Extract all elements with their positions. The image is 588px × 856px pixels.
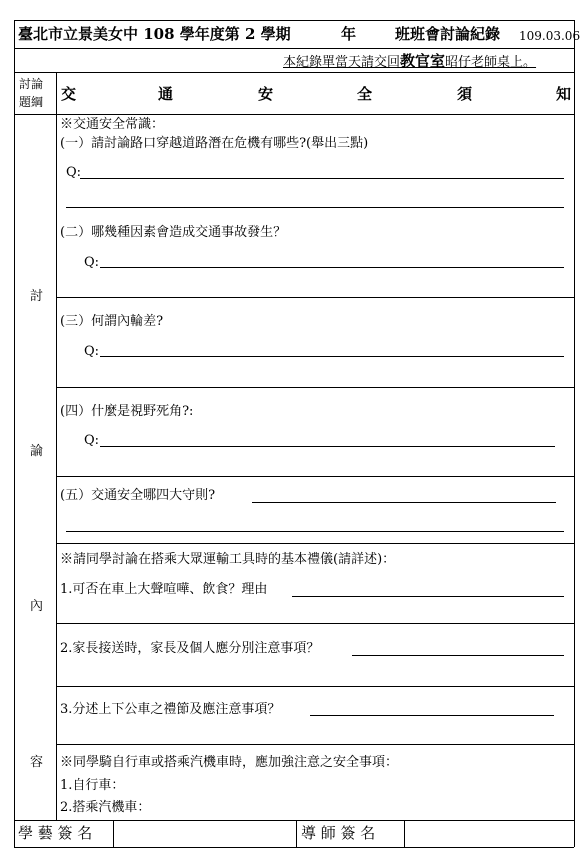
topic-char: 須 [457,85,473,103]
school-title: 臺北市立景美女中 108 學年度第 2 學期 [18,25,291,43]
topic-label-line1: 討論 [19,77,44,91]
record-title: 班班會討論紀錄 [395,25,501,43]
answer-line[interactable] [310,715,554,716]
answer-line[interactable] [352,655,564,656]
answer-line[interactable] [252,502,556,503]
answer-line[interactable] [66,207,564,208]
answer-line[interactable] [80,178,564,179]
etiquette-item-2: 2.家長接送時，家長及個人應分別注意事項？ [60,641,320,656]
question-1: (一）請討論路口穿越道路潛在危機有哪些?(舉出三點) [60,136,369,151]
answer-prefix: Q: [66,165,82,180]
year-label: 年 [341,25,357,43]
etiquette-title: ※請同學討論在搭乘大眾運輸工具時的基本禮儀(請詳述)： [60,552,396,567]
teacher-sign-label: 導 師 簽 名 [301,824,376,842]
record-date: 109.03.06 [519,29,581,43]
question-4: (四）什麼是視野死角?: [60,404,194,419]
answer-line[interactable] [100,267,564,268]
answer-prefix: Q: [84,344,100,359]
answer-line[interactable] [100,356,564,357]
notice-suffix: 昭仔老師桌上。 [445,55,537,70]
side-label-char: 容 [30,755,44,770]
bike-item-1: 1.自行車： [60,778,125,793]
side-label-char: 討 [30,289,44,304]
etiquette-item-1: 1.可否在車上大聲喧嘩、飲食？理由 [60,582,268,597]
question-5: (五）交通安全哪四大守則? [60,488,216,503]
topic-char: 交 [61,85,77,103]
answer-line[interactable] [100,446,555,447]
topic-char: 知 [556,85,572,103]
question-3: (三）何謂內輪差? [60,314,164,329]
topic-char: 安 [258,85,274,103]
answer-prefix: Q: [84,433,100,448]
answer-line[interactable] [66,531,564,532]
bike-title: ※同學騎自行車或搭乘汽機車時，應加強注意之安全事項： [60,755,399,770]
student-sign-field[interactable] [114,821,295,846]
answer-prefix: Q: [84,255,100,270]
question-2: (二）哪幾種因素會造成交通事故發生？ [60,225,287,240]
topic-char: 通 [158,85,174,103]
submission-notice [283,54,536,69]
side-label-char: 內 [30,599,44,614]
topic-char: 全 [357,85,373,103]
common-sense-title: ※交通安全常識： [60,117,165,132]
side-label-char: 論 [30,444,44,459]
notice-prefix: 本紀錄單當天請交回 [283,55,401,70]
answer-line[interactable] [292,596,564,597]
topic-label-line2: 題綱 [19,95,44,109]
bike-item-2: 2.搭乘汽機車： [60,800,151,815]
notice-place: 教官室 [400,52,446,70]
student-sign-label: 學 藝 簽 名 [18,824,93,842]
etiquette-item-3: 3.分述上下公車之禮節及應注意事項？ [60,702,281,717]
teacher-sign-field[interactable] [405,821,573,846]
